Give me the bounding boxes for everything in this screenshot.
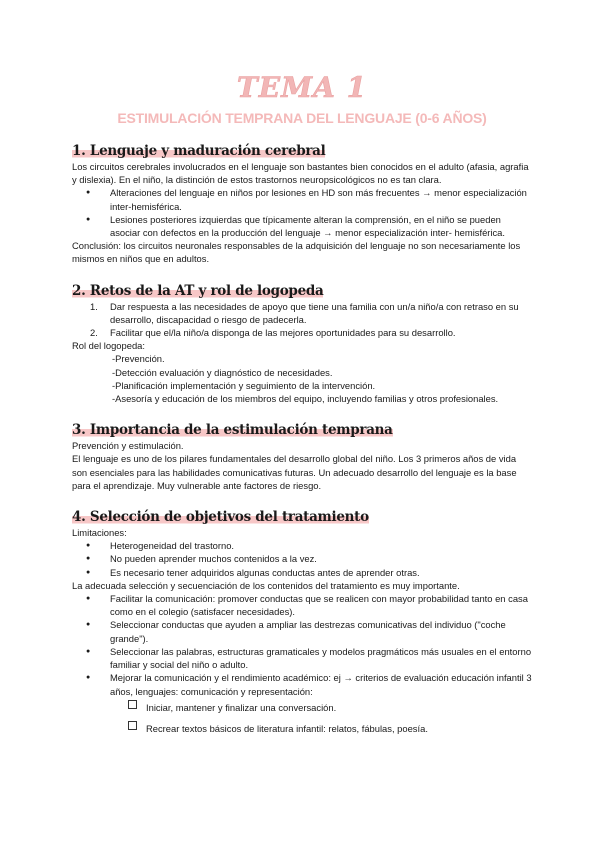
checkbox-icon[interactable] — [128, 721, 137, 730]
limits-list — [72, 539, 532, 579]
section-3-heading: 3. Importancia de la estimulación temprana — [72, 422, 393, 439]
checkbox-icon[interactable] — [128, 700, 137, 709]
list-item: ● Lesiones posteriores izquierdas que típicamente alteran la comprensión, en el niño se pueden asociar con defectos en la producción del lenguaje → menor especialización inter- hemisférica. — [72, 213, 532, 239]
list-item: ● Mejorar la comunicación y el rendimiento académico: ej → criterios de evaluación educación infantil 3 años, lenguajes: comunicación y representación: — [72, 671, 532, 697]
list-item: ● Seleccionar las palabras, estructuras gramaticales y modelos pragmáticos más usuales en el entorno familiar y social del niño o adulto. — [72, 645, 532, 671]
section-1-conclusion: Conclusión: los circuitos neuronales responsables de la adquisición del lenguaje no son necesariamente los mismos en niños que en adultos. — [72, 240, 521, 265]
list-item: ● No pueden aprender muchos contenidos a la vez. — [72, 552, 532, 565]
section-1 — [72, 142, 532, 266]
numbered-item: 1. Dar respuesta a las necesidades de apoyo que tiene una familia con un/a niño/a con retraso en su desarrollo, discapacidad o riesgo de padecerla. — [90, 300, 519, 325]
list-item: ● Seleccionar conductas que ayuden a ampliar las destrezas comunicativas del individuo ("coche grande"). — [72, 618, 532, 644]
section-4-heading: 4. Selección de objetivos del tratamiento — [72, 509, 369, 526]
role-label: Rol del logopeda: — [72, 340, 145, 352]
list-item: ● Es necesario tener adquiridos algunas conductas antes de aprender otras. — [72, 566, 532, 579]
document-page — [72, 70, 532, 737]
numbered-item: 2. Facilitar que el/la niño/a disponga de las mejores oportunidades para su desarrollo. — [90, 327, 456, 339]
section-1-bullets — [72, 186, 532, 239]
document-subtitle: ESTIMULACIÓN TEMPRANA DEL LENGUAJE (0-6 AÑOS) — [117, 110, 487, 126]
section-4 — [72, 508, 532, 737]
list-item: ● Facilitar la comunicación: promover conductas que se realicen con mayor probabilidad tanto en casa como en el colegio (satisfacer necesidades). — [72, 592, 532, 618]
section-1-intro: Los circuitos cerebrales involucrados en el lenguaje son bastantes bien conocidos en el adulto (afasia, agrafia y dislexia). En el niño, la distinción de estos trastornos neuropsicológicos no es tan clara. — [72, 161, 529, 186]
section-1-heading: 1. Lenguaje y maduración cerebral — [72, 143, 326, 159]
section-2 — [72, 282, 532, 406]
checklist-item[interactable]: Iniciar, mantener y finalizar una conversación. — [72, 698, 532, 716]
list-item: ● Alteraciones del lenguaje en niños por lesiones en HD son más frecuentes → menor especialización inter-hemisférica. — [72, 186, 532, 212]
tema-title: TEMA 1 — [236, 71, 368, 104]
limits-label: Limitaciones: — [72, 527, 127, 539]
section-2-numbered — [72, 300, 532, 340]
selection-list — [72, 592, 532, 698]
section-3-paragraph: El lenguaje es uno de los pilares fundamentales del desarrollo global del niño. Los 3 primeros años de vida son esenciales para las habilidades comunicativas futuras. Un adecuado desarrollo del lenguaje es la base para el aprendizaje. Muy vulnerable ante factores de riesgo. — [72, 453, 517, 491]
role-item: -Asesoría y educación de los miembros del equipo, incluyendo familias y otros profesionales. — [112, 393, 499, 405]
role-item: -Detección evaluación y diagnóstico de necesidades. — [112, 366, 333, 378]
role-item: -Planificación implementación y seguimiento de la intervención. — [112, 379, 376, 391]
selection-label: La adecuada selección y secuenciación de los contenidos del tratamiento es muy importante. — [72, 579, 460, 591]
role-item: -Prevención. — [112, 353, 165, 365]
section-3-line: Prevención y estimulación. — [72, 440, 184, 452]
section-2-heading: 2. Retos de la AT y rol de logopeda — [72, 282, 324, 299]
checklist-item[interactable]: Recrear textos básicos de literatura infantil: relatos, fábulas, poesía. — [72, 719, 532, 737]
list-item: ● Heterogeneidad del trastorno. — [72, 539, 532, 552]
section-3 — [72, 421, 532, 492]
